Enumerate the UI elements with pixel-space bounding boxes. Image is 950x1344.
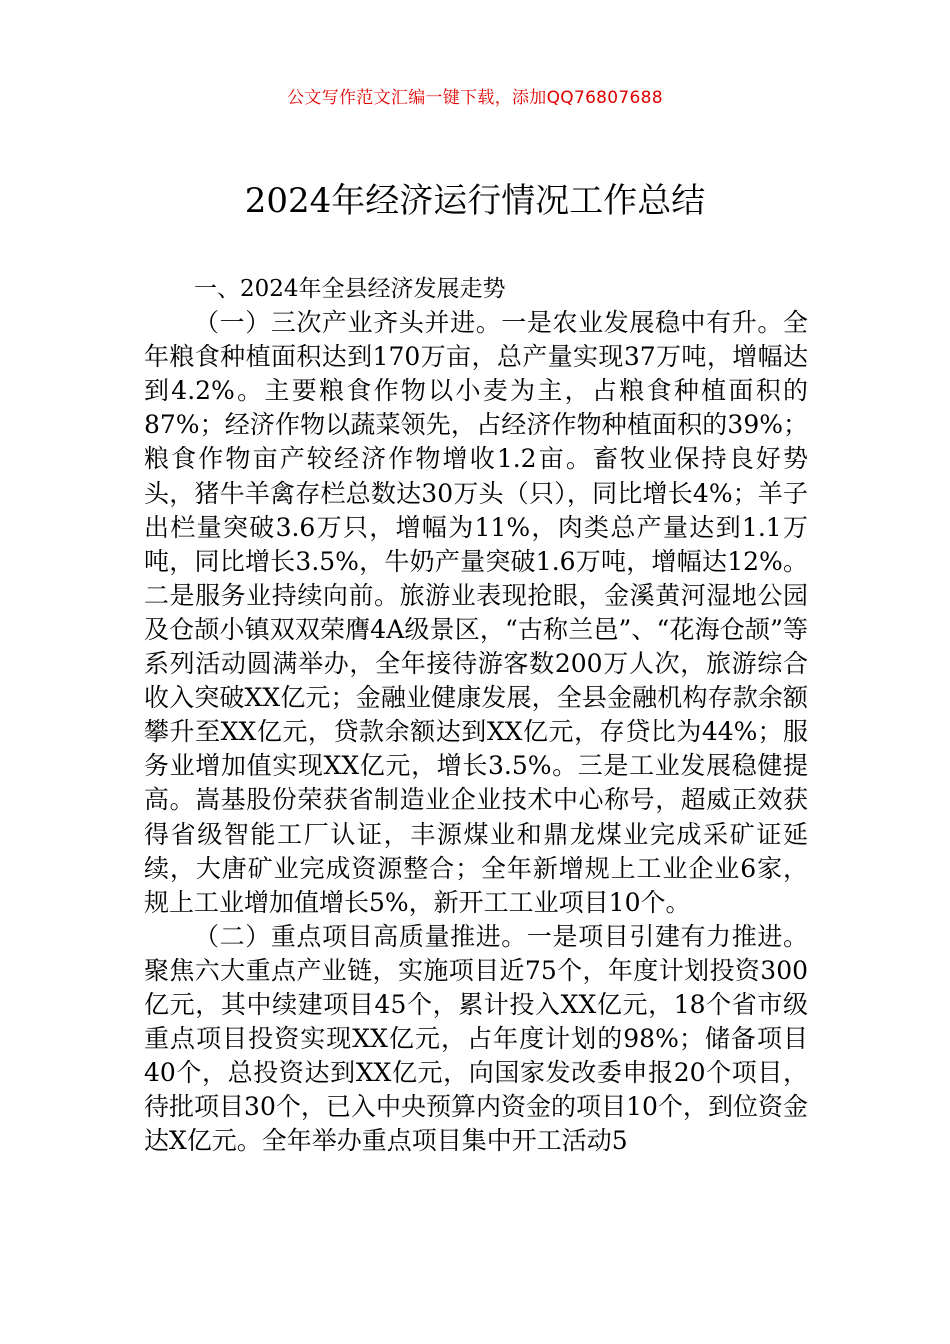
section-heading: 一、2024年全县经济发展走势 bbox=[194, 276, 506, 302]
paragraph-industry: （一）三次产业齐头并进。一是农业发展稳中有升。全年粮食种植面积达到170万亩，总产量实现37万吨，增幅达到4.2%。主要粮食作物以小麦为主，占粮食种植面积的87%；经济作物以蔬菜领先，占经济作物种植面积的39%；粮食作物亩产较经济作物增收1.2亩。畜牧业保持良好势头，猪牛羊禽存栏总数达30万头（只），同比增长4%；羊子出栏量突破3.6万只，增幅为11%，肉类总产量达到1.1万吨，同比增长3.5%，牛奶产量突破1.6万吨，增幅达12%。二是服务业持续向前。旅游业表现抢眼，金溪黄河湿地公园及仓颉小镇双双荣膺4A级景区，“古称兰邑”、“花海仓颉”等系列活动圆满举办，全年接待游客数200万人次，旅游综合收入突破XX亿元；金融业健康发展，全县金融机构存款余额攀升至XX亿元，贷款余额达到XX亿元，存贷比为44%；服务业增加值实现XX亿元，增长3.5%。三是工业发展稳健提高。嵩基股份荣获省制造业企业技术中心称号，超威正效获得省级智能工厂认证，丰源煤业和鼎龙煤业完成采矿证延续，大唐矿业完成资源整合；全年新增规上工业企业6家，规上工业增加值增长5%，新开工工业项目10个。 bbox=[144, 308, 808, 917]
header-download-note: 公文写作范文汇编一键下载，添加QQ76807688 bbox=[287, 88, 663, 108]
page-title: 2024年经济运行情况工作总结 bbox=[244, 181, 706, 221]
paragraph-projects: （二）重点项目高质量推进。一是项目引建有力推进。聚焦六大重点产业链，实施项目近75个，年度计划投资300亿元，其中续建项目45个，累计投入XX亿元，18个省市级重点项目投资实现XX亿元，占年度计划的98%；储备项目40个，总投资达到XX亿元，向国家发改委申报20个项目，待批项目30个，已入中央预算内资金的项目10个，到位资金达X亿元。全年举办重点项目集中开工活动5 bbox=[144, 921, 808, 1156]
document-body bbox=[144, 272, 808, 1158]
